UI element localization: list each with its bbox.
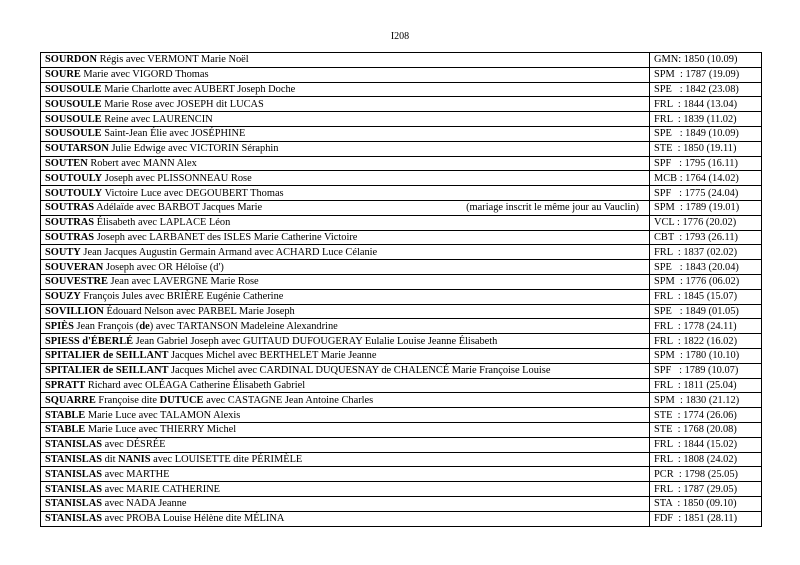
couple-names-cell <box>41 363 650 378</box>
surname: STANISLAS <box>45 513 102 525</box>
table-row <box>41 126 762 141</box>
table-row <box>41 363 762 378</box>
couple-names-cell <box>41 186 650 201</box>
table-row <box>41 289 762 304</box>
name-text: Marie avec VIGORD Thomas <box>80 69 209 81</box>
register-body <box>41 53 762 527</box>
surname: SOUSOULE <box>45 98 102 110</box>
couple-names-cell <box>41 408 650 423</box>
name-text: Jean Jacques Augustin Germain Armand avec ACHARD Luce Célanie <box>80 246 378 258</box>
couple-names <box>45 498 187 509</box>
surname: SOUTRAS <box>45 217 95 229</box>
parish-date-reference: SPE : 1849 (01.05) <box>654 305 739 317</box>
parish-date-reference: VCL : 1776 (20.02) <box>654 217 737 229</box>
parish-date-cell <box>650 141 762 156</box>
surname: SPITALIER de SEILLANT <box>45 350 169 362</box>
couple-names-cell <box>41 304 650 319</box>
parish-date-cell <box>650 274 762 289</box>
couple-names-cell <box>41 393 650 408</box>
couple-names <box>45 99 264 110</box>
couple-names-cell <box>41 467 650 482</box>
name-text: Reine avec LAURENCIN <box>101 113 213 125</box>
parish-date-reference: SPF : 1795 (16.11) <box>654 157 738 169</box>
couple-names <box>45 395 373 406</box>
couple-names-cell <box>41 422 650 437</box>
name-text: Jean François ( <box>73 320 140 332</box>
name-text: Régis avec VERMONT Marie Noël <box>96 54 249 66</box>
name-text: Richard avec OLÉAGA Catherine Élisabeth Gabriel <box>85 379 306 391</box>
parish-date-reference: FRL : 1822 (16.02) <box>654 335 738 347</box>
name-text: François Jules avec BRIÈRE Eugénie Catherine <box>80 291 284 303</box>
surname: SOUZY <box>45 291 81 303</box>
couple-names-cell <box>41 112 650 127</box>
surname: DUTUCE <box>159 394 204 406</box>
couple-names-cell <box>41 482 650 497</box>
parish-date-cell <box>650 260 762 275</box>
surname: SOUTEN <box>45 157 88 169</box>
parish-date-cell <box>650 319 762 334</box>
couple-names <box>45 84 295 95</box>
parish-date-cell <box>650 348 762 363</box>
parish-date-reference: STE : 1850 (19.11) <box>654 143 737 155</box>
surname: NANIS <box>118 453 151 465</box>
table-row <box>41 112 762 127</box>
couple-names-cell <box>41 378 650 393</box>
parish-date-cell <box>650 200 762 215</box>
marriage-note: (mariage inscrit le même jour au Vauclin) <box>466 202 639 214</box>
surname: SOUSOULE <box>45 83 102 95</box>
name-text: Joseph avec LARBANET des ISLES Marie Catherine Victoire <box>94 231 358 243</box>
parish-date-cell <box>650 112 762 127</box>
couple-names-cell <box>41 511 650 526</box>
couple-names <box>45 513 284 524</box>
couple-names <box>45 336 497 347</box>
name-text: ) avec TARTANSON Madeleine Alexandrine <box>149 320 338 332</box>
name-text: Élisabeth avec LAPLACE Léon <box>94 217 231 229</box>
parish-date-reference: PCR : 1798 (25.05) <box>654 468 738 480</box>
table-row <box>41 141 762 156</box>
surname: STABLE <box>45 424 86 436</box>
surname: SOUVESTRE <box>45 276 108 288</box>
couple-names <box>45 410 240 421</box>
parish-date-cell <box>650 171 762 186</box>
table-row <box>41 200 762 215</box>
table-row <box>41 53 762 68</box>
couple-names-cell <box>41 156 650 171</box>
couple-names <box>45 454 302 465</box>
parish-date-reference: FRL : 1845 (15.07) <box>654 291 738 303</box>
name-text: Marie Charlotte avec AUBERT Joseph Doche <box>101 83 296 95</box>
parish-date-reference: SPE : 1849 (10.09) <box>654 128 739 140</box>
name-text: avec MARTHE <box>101 468 170 480</box>
couple-names-cell <box>41 53 650 68</box>
couple-names-cell <box>41 171 650 186</box>
couple-names-cell <box>41 274 650 289</box>
table-row <box>41 171 762 186</box>
couple-names-cell <box>41 260 650 275</box>
couple-names <box>45 54 249 65</box>
surname: SPITALIER de SEILLANT <box>45 365 169 377</box>
table-row <box>41 422 762 437</box>
parish-date-cell <box>650 334 762 349</box>
marriage-register-table <box>40 52 762 527</box>
name-text: Jean avec LAVERGNE Marie Rose <box>107 276 259 288</box>
couple-names <box>45 69 209 80</box>
surname: SOUSOULE <box>45 128 102 140</box>
parish-date-reference: STE : 1768 (20.08) <box>654 424 737 436</box>
parish-date-reference: FRL : 1839 (11.02) <box>654 113 737 125</box>
table-row <box>41 215 762 230</box>
table-row <box>41 467 762 482</box>
table-row <box>41 245 762 260</box>
parish-date-reference: SPE : 1843 (20.04) <box>654 261 739 273</box>
name-text: Victoire Luce avec DEGOUBERT Thomas <box>102 187 284 199</box>
table-row <box>41 452 762 467</box>
parish-date-reference: SPF : 1789 (10.07) <box>654 365 739 377</box>
couple-names <box>45 232 357 243</box>
surname: STANISLAS <box>45 468 102 480</box>
table-row <box>41 378 762 393</box>
name-text: avec PROBA Louise Hélène dite MÉLINA <box>101 513 285 525</box>
couple-names <box>45 424 236 435</box>
surname: SOUTY <box>45 246 81 258</box>
couple-names <box>45 469 169 480</box>
parish-date-reference: SPM : 1787 (19.09) <box>654 69 740 81</box>
parish-date-reference: SPF : 1775 (24.04) <box>654 187 739 199</box>
couple-names-cell <box>41 348 650 363</box>
name-text: Jacques Michel avec BERTHELET Marie Jeanne <box>168 350 377 362</box>
couple-names <box>45 158 197 169</box>
table-row <box>41 319 762 334</box>
name-text: Joseph avec OR Héloïse (d') <box>103 261 224 273</box>
couple-names <box>45 276 259 287</box>
parish-date-cell <box>650 437 762 452</box>
couple-names-cell <box>41 289 650 304</box>
parish-date-reference: FRL : 1811 (25.04) <box>654 379 737 391</box>
surname: SOUTARSON <box>45 143 109 155</box>
surname: SOUTOULY <box>45 187 103 199</box>
surname: STANISLAS <box>45 439 102 451</box>
name-text: Marie Luce avec THIERRY Michel <box>85 424 237 436</box>
name-text: Édouard Nelson avec PARBEL Marie Joseph <box>103 305 295 317</box>
parish-date-reference: FRL : 1787 (29.05) <box>654 483 738 495</box>
table-row <box>41 348 762 363</box>
couple-names <box>45 143 279 154</box>
name-text: avec DÉSRÉE <box>101 439 166 451</box>
table-row <box>41 511 762 526</box>
parish-date-cell <box>650 452 762 467</box>
parish-date-reference: SPM : 1789 (19.01) <box>654 202 740 214</box>
couple-names <box>45 291 283 302</box>
couple-names <box>45 173 252 184</box>
surname: SOUVERAN <box>45 261 104 273</box>
parish-date-reference: GMN: 1850 (10.09) <box>654 54 738 66</box>
name-text: Saint-Jean Élie avec JOSÉPHINE <box>101 128 246 140</box>
surname: STANISLAS <box>45 453 102 465</box>
parish-date-reference: MCB : 1764 (14.02) <box>654 172 739 184</box>
surname: SPRATT <box>45 379 86 391</box>
name-text: Jacques Michel avec CARDINAL DUQUESNAY de CHALENCÉ Marie Françoise Louise <box>168 365 551 377</box>
couple-names <box>45 247 377 258</box>
couple-names-cell <box>41 141 650 156</box>
name-text: avec LOUISETTE dite PÉRIMÈLE <box>150 453 303 465</box>
table-row <box>41 334 762 349</box>
name-text: Joseph avec PLISSONNEAU Rose <box>102 172 252 184</box>
couple-names-cell <box>41 334 650 349</box>
name-text: Marie Luce avec TALAMON Alexis <box>85 409 241 421</box>
parish-date-cell <box>650 67 762 82</box>
name-text: Marie Rose avec JOSEPH dit LUCAS <box>101 98 264 110</box>
name-text: avec MARIE CATHERINE <box>101 483 221 495</box>
parish-date-cell <box>650 496 762 511</box>
parish-date-reference: FRL : 1844 (13.04) <box>654 98 738 110</box>
name-text: Jean Gabriel Joseph avec GUITAUD DUFOUGERAY Eulalie Louise Jeanne Élisabeth <box>133 335 498 347</box>
couple-names <box>45 128 245 139</box>
surname: SPIESS d'ÉBERLÉ <box>45 335 134 347</box>
couple-names-cell <box>41 245 650 260</box>
surname: SOURE <box>45 69 81 81</box>
couple-names-cell <box>41 230 650 245</box>
couple-names <box>45 484 220 495</box>
parish-date-reference: SPE : 1842 (23.08) <box>654 83 739 95</box>
table-row <box>41 304 762 319</box>
couple-names-cell <box>41 452 650 467</box>
couple-names-cell <box>41 215 650 230</box>
parish-date-cell <box>650 230 762 245</box>
parish-date-reference: FRL : 1837 (02.02) <box>654 246 738 258</box>
parish-date-cell <box>650 82 762 97</box>
surname: SOUTOULY <box>45 172 103 184</box>
couple-names-cell <box>41 319 650 334</box>
couple-names-cell <box>41 97 650 112</box>
table-row <box>41 260 762 275</box>
surname: SOURDON <box>45 54 97 66</box>
parish-date-cell <box>650 289 762 304</box>
parish-date-reference: SPM : 1830 (21.12) <box>654 394 740 406</box>
parish-date-cell <box>650 408 762 423</box>
couple-names <box>45 262 224 273</box>
table-row <box>41 97 762 112</box>
table-row <box>41 274 762 289</box>
couple-names <box>45 365 550 376</box>
parish-date-cell <box>650 378 762 393</box>
parish-date-cell <box>650 304 762 319</box>
parish-date-cell <box>650 511 762 526</box>
parish-date-cell <box>650 482 762 497</box>
surname: STABLE <box>45 409 86 421</box>
table-row <box>41 67 762 82</box>
couple-names <box>45 439 165 450</box>
couple-names-cell <box>41 200 650 215</box>
couple-names-cell <box>41 437 650 452</box>
name-text: Robert avec MANN Alex <box>87 157 197 169</box>
parish-date-reference: SPM : 1776 (06.02) <box>654 276 740 288</box>
name-text: dit <box>101 453 119 465</box>
surname: STANISLAS <box>45 483 102 495</box>
parish-date-cell <box>650 467 762 482</box>
couple-names-cell <box>41 126 650 141</box>
parish-date-reference: SPM : 1780 (10.10) <box>654 350 740 362</box>
couple-names-cell <box>41 82 650 97</box>
parish-date-cell <box>650 393 762 408</box>
couple-names <box>45 217 230 228</box>
parish-date-cell <box>650 156 762 171</box>
surname: SOVILLION <box>45 305 104 317</box>
parish-date-cell <box>650 215 762 230</box>
table-row <box>41 82 762 97</box>
surname: SQUARRE <box>45 394 96 406</box>
surname: de <box>139 320 150 332</box>
parish-date-cell <box>650 245 762 260</box>
table-row <box>41 186 762 201</box>
couple-names <box>45 188 284 199</box>
parish-date-cell <box>650 186 762 201</box>
table-row <box>41 408 762 423</box>
couple-names <box>45 114 213 125</box>
table-row <box>41 496 762 511</box>
surname: SPIÈS <box>45 320 74 332</box>
parish-date-reference: STE : 1774 (26.06) <box>654 409 737 421</box>
table-row <box>41 230 762 245</box>
table-row <box>41 482 762 497</box>
couple-names-cell <box>41 496 650 511</box>
table-row <box>41 437 762 452</box>
parish-date-reference: FRL : 1844 (15.02) <box>654 439 738 451</box>
couple-names <box>45 306 295 317</box>
surname: SOUTRAS <box>45 202 95 214</box>
name-text: Françoise dite <box>95 394 160 406</box>
couple-names <box>45 380 305 391</box>
parish-date-cell <box>650 126 762 141</box>
parish-date-reference: CBT : 1793 (26.11) <box>654 231 738 243</box>
parish-date-reference: STA : 1850 (09.10) <box>654 498 737 510</box>
surname: STANISLAS <box>45 498 102 510</box>
parish-date-reference: FRL : 1808 (24.02) <box>654 453 738 465</box>
name-text: Adélaïde avec BARBOT Jacques Marie <box>94 202 263 214</box>
parish-date-cell <box>650 97 762 112</box>
couple-names-cell <box>41 67 650 82</box>
page-number: I208 <box>390 31 410 42</box>
parish-date-cell <box>650 363 762 378</box>
surname: SOUTRAS <box>45 231 95 243</box>
surname: SOUSOULE <box>45 113 102 125</box>
couple-names <box>45 201 262 214</box>
parish-date-cell <box>650 422 762 437</box>
parish-date-reference: FRL : 1778 (24.11) <box>654 320 737 332</box>
parish-date-cell <box>650 53 762 68</box>
name-text: avec CASTAGNE Jean Antoine Charles <box>203 394 374 406</box>
couple-names <box>45 350 376 361</box>
table-row <box>41 156 762 171</box>
table-row <box>41 393 762 408</box>
couple-names <box>45 321 338 332</box>
name-text: avec NADA Jeanne <box>101 498 187 510</box>
parish-date-reference: FDF : 1851 (28.11) <box>654 513 738 525</box>
name-text: Julie Edwige avec VICTORIN Séraphin <box>108 143 279 155</box>
